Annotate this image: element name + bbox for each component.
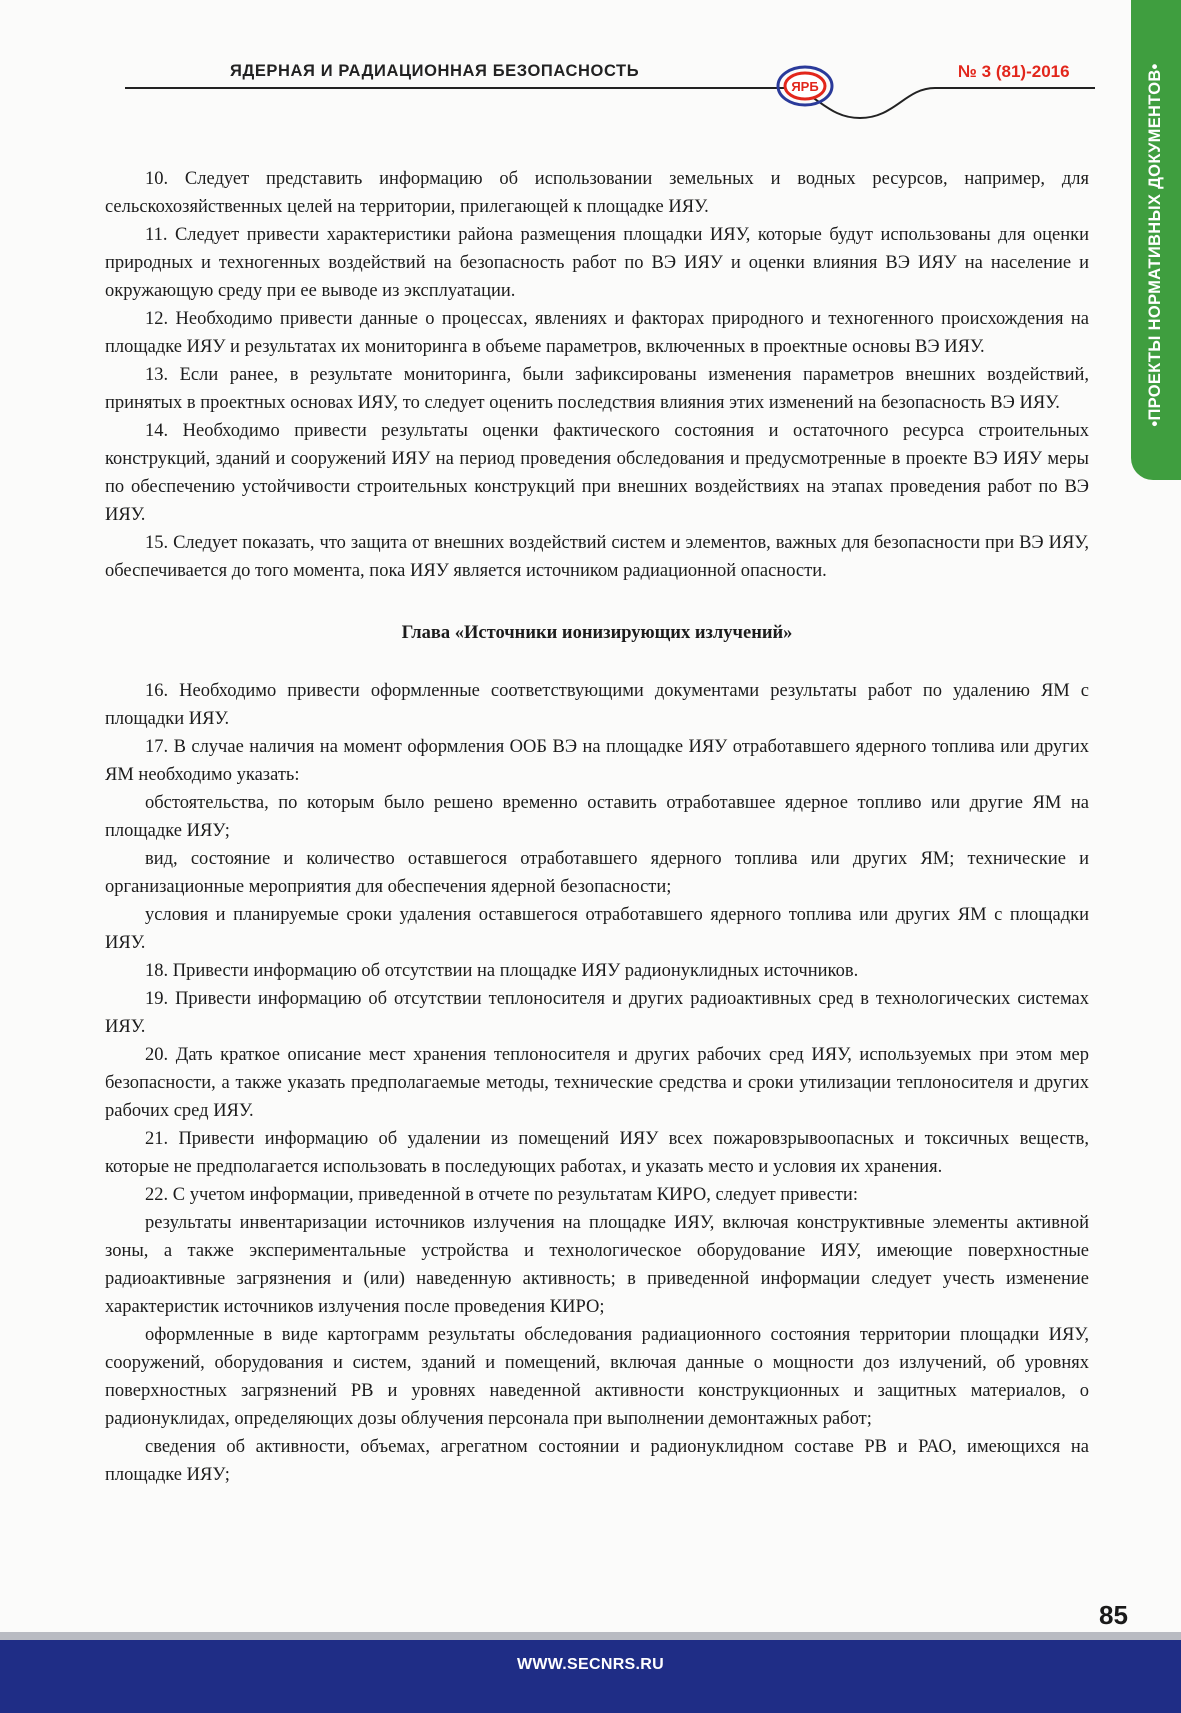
paragraph: обстоятельства, по которым было решено временно оставить отработавшее ядерное топливо или другие ЯМ на площадке ИЯУ; [105,793,1089,841]
article-body [105,165,1089,1489]
logo-text: ЯРБ [791,79,819,94]
paragraph: 15. Следует показать, что защита от внешних воздействий систем и элементов, важных для безопасности при ВЭ ИЯУ, обеспечивается до того момента, пока ИЯУ является источником радиационной опасности. [105,533,1089,581]
paragraph: условия и планируемые сроки удаления оставшегося отработавшего ядерного топлива или других ЯМ с площадки ИЯУ. [105,905,1089,953]
paragraph: 12. Необходимо привести данные о процессах, явлениях и факторах природного и техногенного происхождения на площадке ИЯУ и результатах их мониторинга в объеме параметров, включенных в проектные основы ВЭ ИЯУ. [105,309,1089,357]
paragraph: 21. Привести информацию об удалении из помещений ИЯУ всех пожаровзрывоопасных и токсичных веществ, которые не предполагается использовать в последующих работах, и указать место и условия их хранения. [105,1129,1089,1177]
paragraph: сведения об активности, объемах, агрегатном состоянии и радионуклидном составе РВ и РАО, имеющихся на площадке ИЯУ; [105,1437,1089,1485]
paragraph: 22. С учетом информации, приведенной в отчете по результатам КИРО, следует привести: [145,1185,858,1205]
chapter-heading: Глава «Источники ионизирующих излучений» [401,623,793,643]
section-side-tab-label: •ПРОЕКТЫ НОРМАТИВНЫХ ДОКУМЕНТОВ• [1146,63,1164,427]
paragraph: 20. Дать краткое описание мест хранения теплоносителя и других рабочих сред ИЯУ, используемых при этом мер безопасности, а также указать предполагаемые методы, технические средства и сроки утилизации теплоносителя и других рабочих сред ИЯУ. [105,1045,1089,1121]
journal-title: ЯДЕРНАЯ И РАДИАЦИОННАЯ БЕЗОПАСНОСТЬ [230,62,640,80]
journal-logo [775,62,835,110]
paragraph: 10. Следует представить информацию об использовании земельных и водных ресурсов, например, для сельскохозяйственных целей на территории, прилегающей к площадке ИЯУ. [105,169,1089,217]
paragraph: 11. Следует привести характеристики района размещения площадки ИЯУ, которые будут использованы для оценки природных и техногенных воздействий на безопасность работ по ВЭ ИЯУ и оценки влияния ВЭ ИЯУ на население и окружающую среду при ее выводе из эксплуатации. [105,225,1089,301]
paragraph: 18. Привести информацию об отсутствии на площадке ИЯУ радионуклидных источников. [145,961,859,981]
paragraph: 13. Если ранее, в результате мониторинга, были зафиксированы изменения параметров внешних воздействий, принятых в проектных основах ИЯУ, то следует оценить последствия влияния этих изменений на безопасность ВЭ ИЯУ. [105,365,1089,413]
paragraph: результаты инвентаризации источников излучения на площадке ИЯУ, включая конструктивные элементы активной зоны, а также экспериментальные устройства и технологическое оборудование ИЯУ, имеющие поверхностные радиоактивные загрязнения и (или) наведенную активность; в приведенной информации следует учесть изменение характеристик источников излучения после проведения КИРО; [105,1213,1089,1317]
paragraph: 16. Необходимо привести оформленные соответствующими документами результаты работ по удалению ЯМ с площадки ИЯУ. [105,681,1089,729]
footer-divider [0,1632,1181,1640]
issue-number: № 3 (81)-2016 [958,62,1070,81]
paragraph: 17. В случае наличия на момент оформления ООБ ВЭ на площадке ИЯУ отработавшего ядерного топлива или других ЯМ необходимо указать: [105,737,1089,785]
paragraph: вид, состояние и количество оставшегося отработавшего ядерного топлива или других ЯМ; технические и организационные мероприятия для обеспечения ядерной безопасности; [105,849,1089,897]
header-rule [125,78,1095,122]
page-number: 85 [1099,1600,1128,1630]
paragraph: оформленные в виде картограмм результаты обследования радиационного состояния территории площадки ИЯУ, сооружений, оборудования и систем, зданий и помещений, включая данные о мощности доз излучений, об уровнях поверхностных загрязнений РВ и уровнях наведенной активности конструкционных и защитных материалов, о радионуклидах, определяющих дозы облучения персонала при выполнении демонтажных работ; [105,1325,1089,1429]
website-link[interactable]: WWW.SECNRS.RU [516,1656,664,1673]
paragraph: 19. Привести информацию об отсутствии теплоносителя и других радиоактивных сред в технологических системах ИЯУ. [105,989,1089,1037]
paragraph: 14. Необходимо привести результаты оценки фактического состояния и остаточного ресурса строительных конструкций, зданий и сооружений ИЯУ на период проведения обследования и предусмотренные в проекте ВЭ ИЯУ меры по обеспечению устойчивости строительных конструкций при внешних воздействиях на этапах проведения работ по ВЭ ИЯУ. [105,421,1089,525]
